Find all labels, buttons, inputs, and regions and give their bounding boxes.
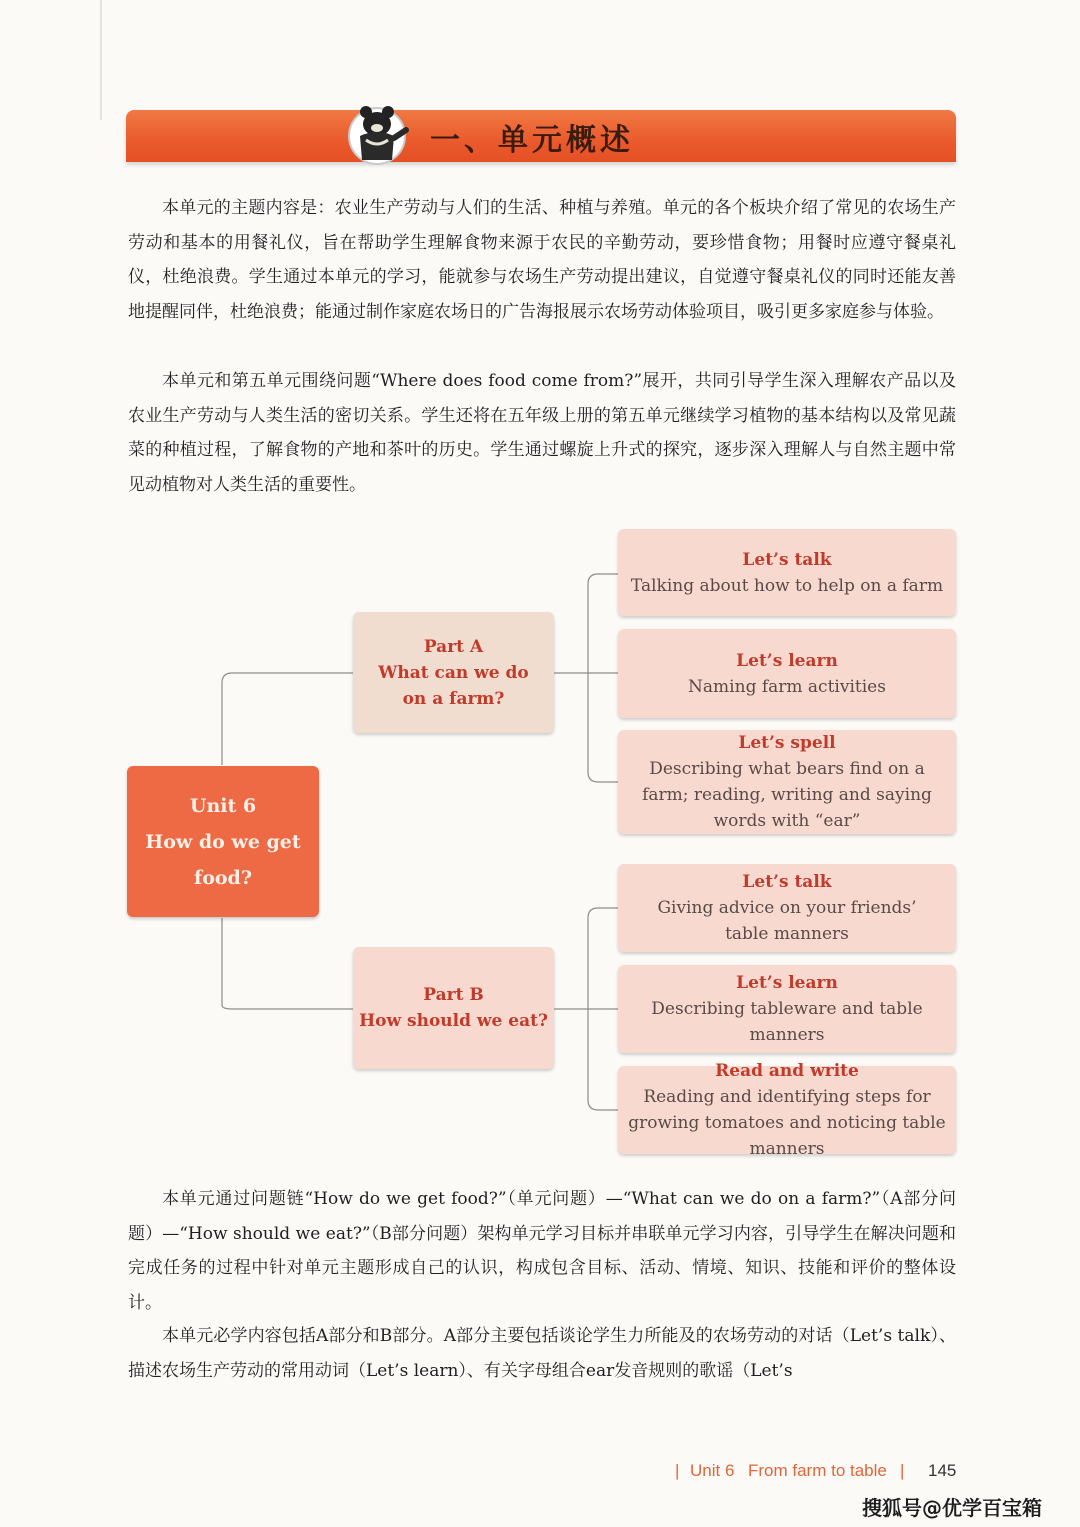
b-item-title: Let’s talk: [742, 872, 832, 892]
connector-unit-to-b: [222, 918, 353, 1009]
a-item-desc: Describing what bears find on a farm; reading, writing and saying words with “ear”: [642, 759, 932, 831]
a-item-lets-spell: [618, 730, 956, 834]
a-item-lets-talk: [618, 529, 956, 616]
footer-unit-title: From farm to table: [748, 1461, 887, 1480]
unit-question-line1: How do we get: [145, 830, 301, 853]
part-a-question: What can we do on a farm?: [378, 662, 529, 709]
b-item-title: Let’s learn: [736, 973, 838, 993]
b-item-read-and-write: [618, 1061, 956, 1159]
part-b-box: [353, 947, 554, 1069]
part-b-title: Part B: [423, 985, 484, 1005]
footer-unit-label: Unit 6: [690, 1461, 735, 1480]
b-item-lets-talk: [618, 864, 956, 952]
a-item-title: Let’s spell: [738, 733, 836, 753]
b-item-desc: Reading and identifying steps for growing tomatoes and noticing table manners: [628, 1087, 946, 1159]
b-item-title: Read and write: [715, 1061, 859, 1081]
question-chain-paragraph: 本单元通过问题链“How do we get food?”（单元问题）—“What can we do on a farm?”（A部分问题）—“How should we eat?”（B部分问题）架构单元学习目标并串联单元学习内容，引导学生在解决问题和完成任务的过程中针对单元主题形成自己的认识，构成包含目标、活动、情境、知识、技能和评价的整体设计。: [128, 1189, 956, 1313]
footer-separator-left: |: [675, 1461, 680, 1480]
required-content-paragraph: 本单元必学内容包括A部分和B部分。A部分主要包括谈论学生力所能及的农场劳动的对话（Let’s talk）、描述农场生产劳动的常用动词（Let’s learn）、有关字母组合ear发音规则的歌谣（Let’s: [128, 1326, 956, 1381]
intro-paragraph-1: 本单元的主题内容是：农业生产劳动与人们的生活、种植与养殖。单元的各个板块介绍了常见的农场生产劳动和基本的用餐礼仪，旨在帮助学生理解食物来源于农民的辛勤劳动，要珍惜食物；用餐时应遵守餐桌礼仪，杜绝浪费。学生通过本单元的学习，能就参与农场生产劳动提出建议，自觉遵守餐桌礼仪的同时还能友善地提醒同伴，杜绝浪费；能通过制作家庭农场日的广告海报展示农场劳动体验项目，吸引更多家庭参与体验。: [128, 198, 956, 322]
section-title: 一、单元概述: [430, 123, 634, 158]
watermark: 搜狐号@优学百宝箱: [862, 1496, 1042, 1520]
footer-separator-right: |: [900, 1461, 905, 1480]
b-item-lets-learn: [618, 965, 956, 1053]
unit-box: [127, 766, 319, 917]
b-item-desc: Giving advice on your friends’ table manners: [657, 898, 917, 944]
part-a-box: [353, 612, 554, 733]
unit-number: Unit 6: [189, 794, 257, 817]
a-item-desc: Naming farm activities: [688, 676, 886, 697]
part-b-question: How should we eat?: [359, 1011, 548, 1031]
a-item-title: Let’s talk: [742, 549, 832, 570]
b-item-desc: Describing tableware and table manners: [651, 999, 923, 1045]
a-item-lets-learn: [618, 629, 956, 718]
unit-question-line2: food?: [194, 866, 252, 889]
connector-a-bracket: [554, 574, 618, 782]
intro-paragraph-2: 本单元和第五单元围绕问题“Where does food come from?”展开，共同引导学生深入理解农产品以及农业生产劳动与人类生活的密切关系。学生还将在五年级上册的第五单元继续学习植物的基本结构以及常见蔬菜的种植过程，了解食物的产地和茶叶的历史。学生通过螺旋上升式的探究，逐步深入理解人与自然主题中常见动植物对人类生活的重要性。: [128, 371, 956, 495]
a-item-title: Let’s learn: [736, 650, 838, 671]
a-item-desc: Talking about how to help on a farm: [630, 575, 944, 596]
connector-b-bracket: [554, 908, 618, 1110]
page-number: 145: [928, 1461, 957, 1480]
part-a-title: Part A: [423, 636, 484, 657]
connector-unit-to-a: [222, 673, 353, 765]
